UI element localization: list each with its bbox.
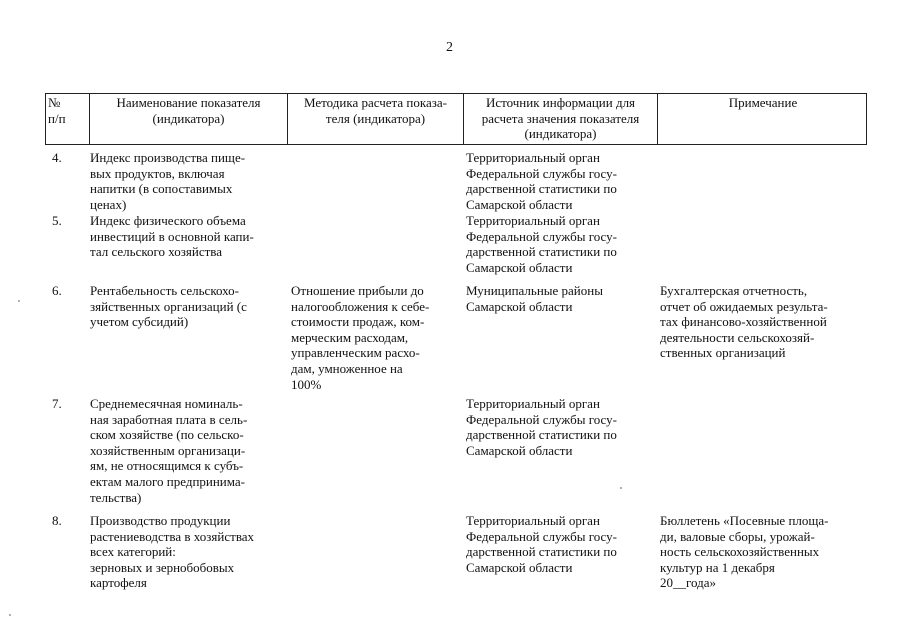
row-source: Муниципальные районы Самарской области	[466, 283, 603, 314]
row-method: Отношение прибыли до налогообложения к себе- стоимости продаж, ком- мерческим расходам, управленческим расхо- дам, умноженное на 100%	[291, 283, 430, 392]
header-method: Методика расчета показа- теля (индикатора)	[303, 95, 448, 126]
row-number: 6.	[52, 283, 62, 298]
table-header	[45, 93, 867, 145]
row-number: 8.	[52, 513, 62, 528]
header-number: № п/п	[48, 95, 66, 126]
row-source: Территориальный орган Федеральной службы госу- дарственной статистики по Самарской области	[466, 213, 617, 275]
scan-speck	[620, 487, 622, 489]
row-indicator-name: Индекс физического объема инвестиций в основной капи- тал сельского хозяйства	[90, 213, 254, 260]
row-source: Территориальный орган Федеральной службы госу- дарственной статистики по Самарской области	[466, 396, 617, 458]
row-number: 7.	[52, 396, 62, 411]
header-indicator-name: Наименование показателя (индикатора)	[116, 95, 261, 126]
row-note: Бухгалтерская отчетность, отчет об ожидаемых результа- тах финансово-хозяйственной деятельности сельскохозяй- ственных организаций	[660, 283, 828, 361]
scan-speck	[18, 300, 20, 302]
row-indicator-name: Индекс производства пище- вых продуктов, включая напитки (в сопоставимых ценах)	[90, 150, 246, 212]
row-source: Территориальный орган Федеральной службы госу- дарственной статистики по Самарской области	[466, 150, 617, 212]
row-source: Территориальный орган Федеральной службы госу- дарственной статистики по Самарской области	[466, 513, 617, 575]
row-number: 5.	[52, 213, 62, 228]
scan-speck	[9, 614, 11, 616]
row-indicator-name: Рентабельность сельскохо- зяйственных организаций (с учетом субсидий)	[90, 283, 247, 330]
row-note: Бюллетень «Посевные площа- ди, валовые сборы, урожай- ность сельскохозяйственных культур на 1 декабря 20__года»	[660, 513, 829, 591]
header-note: Примечание	[728, 95, 798, 110]
row-number: 4.	[52, 150, 62, 165]
header-source: Источник информации для расчета значения показателя (индикатора)	[481, 95, 640, 141]
page-number: 2	[446, 40, 453, 55]
row-indicator-name: Среднемесячная номиналь- ная заработная плата в сель- ском хозяйстве (по сельско- хозяйственным организаци- ям, не относящимся к субъ- ектам малого предпринима- тельства)	[90, 396, 248, 505]
row-indicator-name: Производство продукции растениеводства в хозяйствах всех категорий: зерновых и зернобобовых картофеля	[90, 513, 255, 591]
